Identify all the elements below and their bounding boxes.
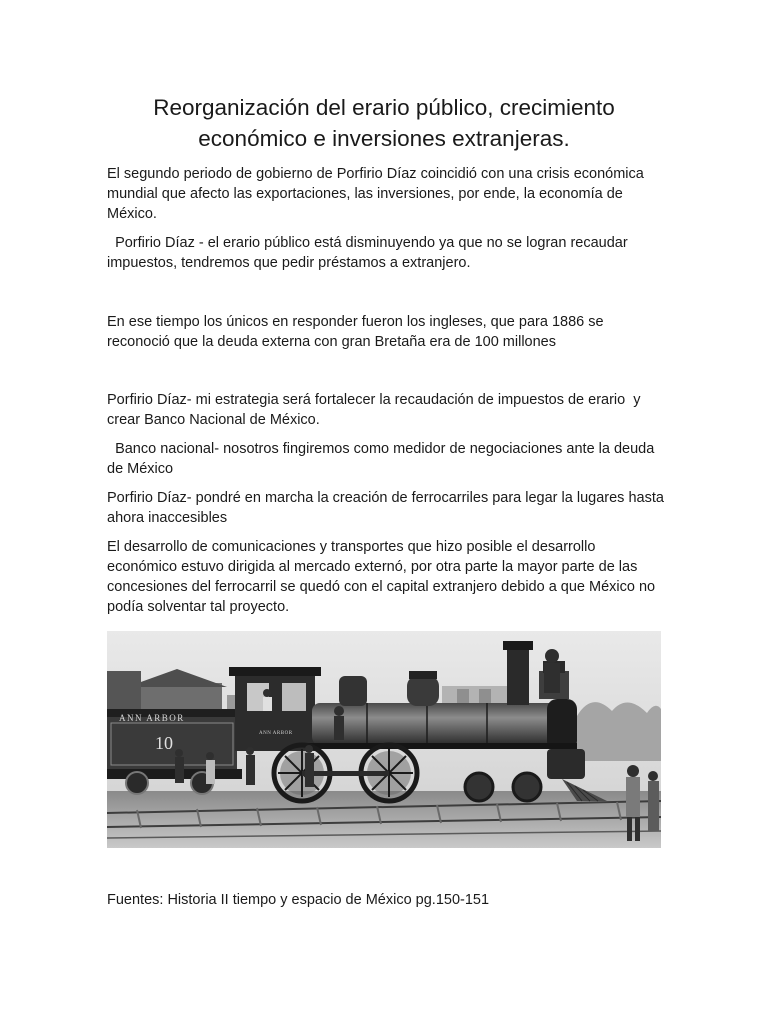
- sources-line: Fuentes: Historia II tiempo y espacio de México pg.150-151: [107, 892, 490, 908]
- document-title: Reorganización del erario público, crecimiento económico e inversiones extranjeras.: [153, 95, 615, 151]
- paragraph-erario: Porfirio Díaz - el erario público está disminuyendo ya que no se logran recaudar impuestos, tendremos que pedir préstamos a extranjero.: [107, 235, 632, 271]
- paragraph-crisis: El segundo periodo de gobierno de Porfirio Díaz coincidió con una crisis económica mundial que afecto las exportaciones, las inversiones, por ende, la economía de México.: [107, 166, 648, 222]
- paragraph-ferrocarriles: Porfirio Díaz- pondré en marcha la creación de ferrocarriles para legar la lugares hasta ahora inaccesibles: [107, 490, 668, 526]
- engine-number-text: 10: [155, 733, 173, 753]
- paragraph-banco-nacional: Banco nacional- nosotros fingiremos como medidor de negociaciones ante la deuda de México: [107, 441, 659, 477]
- paragraph-estrategia: Porfirio Díaz- mi estrategia será fortalecer la recaudación de impuestos de erario y crear Banco Nacional de México.: [107, 392, 645, 428]
- paragraph-desarrollo: El desarrollo de comunicaciones y transportes que hizo posible el desarrollo económico estuvo dirigida al mercado externó, por otra parte la mayor parte de las concesiones del ferrocarril se quedó con el capital extranjero debido a que México no podía solventar tal proyecto.: [107, 539, 660, 615]
- cab-plate-text: ANN ARBOR: [259, 731, 293, 736]
- paragraph-ingleses: En ese tiempo los únicos en responder fueron los ingleses, que para 1886 se reconoció que la deuda externa con gran Bretaña era de 100 millones: [107, 314, 608, 350]
- engine-plate-text: ANN ARBOR: [119, 713, 185, 723]
- locomotive-photo: [107, 631, 661, 848]
